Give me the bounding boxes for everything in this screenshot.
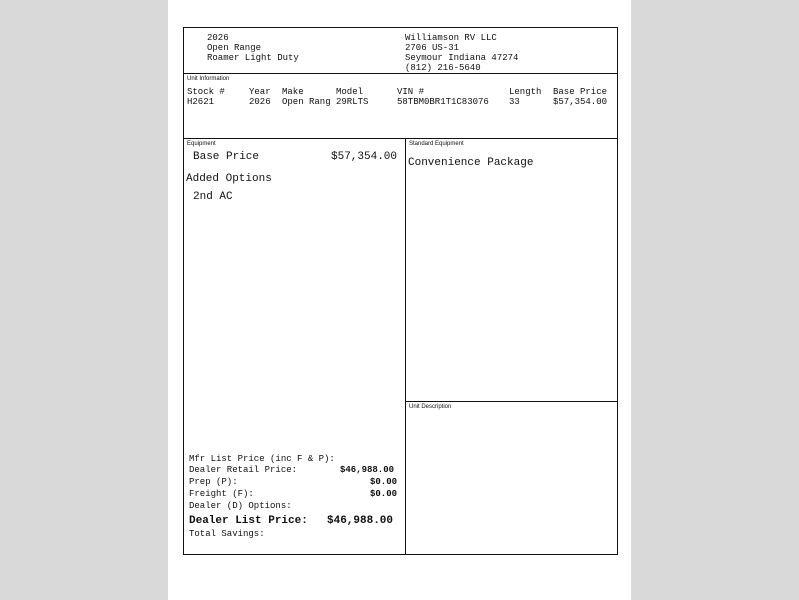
col-make: Make [282,87,304,97]
cell-make: Open Rang [282,97,331,107]
unit-description-box [405,401,618,555]
unit-make: Open Range [207,43,262,53]
dealer-retail-price-label: Dealer Retail Price: [189,465,298,475]
window-sticker-page [168,0,631,600]
mfr-list-price-label: Mfr List Price (inc F & P): [189,454,335,464]
prep-value: $0.00 [370,477,398,487]
col-length: Length [509,87,542,97]
cell-base-price: $57,354.00 [553,97,608,107]
dealer-street: 2706 US-31 [405,43,460,53]
cell-length: 33 [509,97,520,107]
prep-label: Prep (P): [189,477,238,487]
unit-description-label: Unit Description [409,404,452,410]
added-options-heading: Added Options [186,173,272,185]
dealer-options-label: Dealer (D) Options: [189,501,292,511]
dealer-phone: (812) 216-5640 [405,63,481,73]
unit-model-name: Roamer Light Duty [207,53,299,63]
cell-stock: H2621 [187,97,215,107]
dealer-city: Seymour Indiana 47274 [405,53,519,63]
base-price-label: Base Price [193,151,260,163]
dealer-name: Williamson RV LLC [405,33,497,43]
cell-vin: 58TBM0BR1T1C83076 [397,97,489,107]
col-base-price: Base Price [553,87,608,97]
standard-equipment-label: Standard Equipment [409,141,464,147]
col-model: Model [336,87,364,97]
option-item: 2nd AC [193,191,233,203]
dealer-list-price-value: $46,988.00 [327,515,394,527]
standard-equipment-item: Convenience Package [408,157,534,169]
col-stock: Stock # [187,87,225,97]
cell-year: 2026 [249,97,271,107]
dealer-list-price-label: Dealer List Price: [189,515,308,527]
base-price-value: $57,354.00 [331,151,398,163]
dealer-retail-price-value: $46,988.00 [340,465,395,475]
unit-information-label: Unit Information [187,76,230,82]
standard-equipment-box [405,138,618,402]
total-savings-label: Total Savings: [189,529,265,539]
freight-value: $0.00 [370,489,398,499]
cell-model: 29RLTS [336,97,369,107]
equipment-label: Equipment [187,141,216,147]
freight-label: Freight (F): [189,489,254,499]
col-year: Year [249,87,271,97]
unit-year: 2026 [207,33,229,43]
col-vin: VIN # [397,87,425,97]
